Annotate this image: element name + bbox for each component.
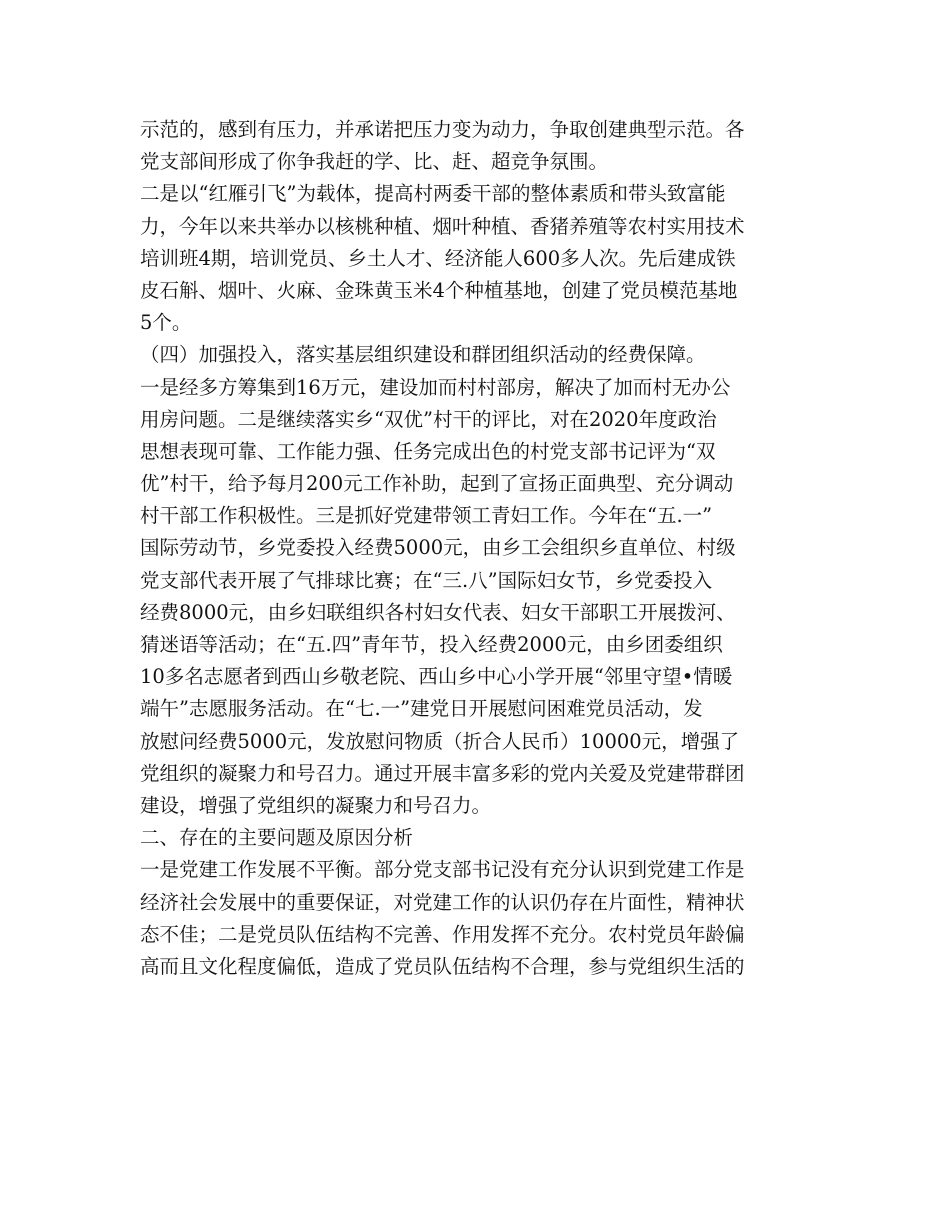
text-line: 培训班4期，培训党员、乡土人才、经济能人600多人次。先后建成铁 <box>140 246 736 270</box>
text-line: 力，今年以来共举办以核桃种植、烟叶种植、香猪养殖等农村实用技术 <box>140 214 745 238</box>
text-line: 党支部代表开展了气排球比赛；在“三.八”国际妇女节，乡党委投入 <box>140 568 713 592</box>
text-line: 5个。 <box>140 311 192 335</box>
text-line: 经济社会发展中的重要保证，对党建工作的认识仍存在片面性，精神状 <box>140 890 745 914</box>
text-line: 一是党建工作发展不平衡。部分党支部书记没有充分认识到党建工作是 <box>140 858 745 882</box>
text-line: 放慰问经费5000元，发放慰问物质（折合人民币）10000元，增强了 <box>140 729 740 753</box>
text-line: 优”村干，给予每月200元工作补助，起到了宣扬正面典型、充分调动 <box>140 472 734 496</box>
text-line: 思想表现可靠、工作能力强、任务完成出色的村党支部书记评为“双 <box>140 439 716 463</box>
text-line: 一是经多方筹集到16万元，建设加而村村部房，解决了加而村无办公 <box>140 375 731 399</box>
text-line: 用房问题。二是继续落实乡“双优”村干的评比，对在2020年度政治 <box>140 407 717 431</box>
section-heading: 二、存在的主要问题及原因分析 <box>140 826 414 850</box>
text-line: 经费8000元，由乡妇联组织各村妇女代表、妇女干部职工开展拨河、 <box>140 600 736 624</box>
text-line: 端午”志愿服务活动。在“七.一”建党日开展慰问困难党员活动，发 <box>140 697 703 721</box>
text-line: 高而且文化程度偏低，造成了党员队伍结构不合理，参与党组织生活的 <box>140 954 745 978</box>
text-line: 示范的，感到有压力，并承诺把压力变为动力，争取创建典型示范。各 <box>140 118 745 141</box>
text-line: 建设，增强了党组织的凝聚力和号召力。 <box>140 793 492 817</box>
text-line: 猜迷语等活动；在“五.四”青年节，投入经费2000元，由乡团委组织 <box>140 633 723 656</box>
text-line: 二是以“红雁引飞”为载体，提高村两委干部的整体素质和带头致富能 <box>140 182 726 206</box>
text-line: 党支部间形成了你争我赶的学、比、赶、超竞争氛围。 <box>140 150 609 174</box>
text-line: 村干部工作积极性。三是抓好党建带领工青妇工作。今年在“五.一” <box>140 504 713 528</box>
text-line: 皮石斛、烟叶、火麻、金珠黄玉米4个种植基地，创建了党员模范基地 <box>140 278 738 302</box>
text-line: 党组织的凝聚力和号召力。通过开展丰富多彩的党内关爱及党建带群团 <box>140 761 745 785</box>
document-body <box>140 114 812 983</box>
text-line: 国际劳动节，乡党委投入经费5000元，由乡工会组织乡直单位、村级 <box>140 536 736 560</box>
text-line: 10多名志愿者到西山乡敬老院、西山乡中心小学开展“邻里守望•情暖 <box>140 665 733 689</box>
text-line: 态不佳；二是党员队伍结构不完善、作用发挥不充分。农村党员年龄偏 <box>140 922 745 946</box>
section-heading: （四）加强投入，落实基层组织建设和群团组织活动的经费保障。 <box>140 343 706 367</box>
